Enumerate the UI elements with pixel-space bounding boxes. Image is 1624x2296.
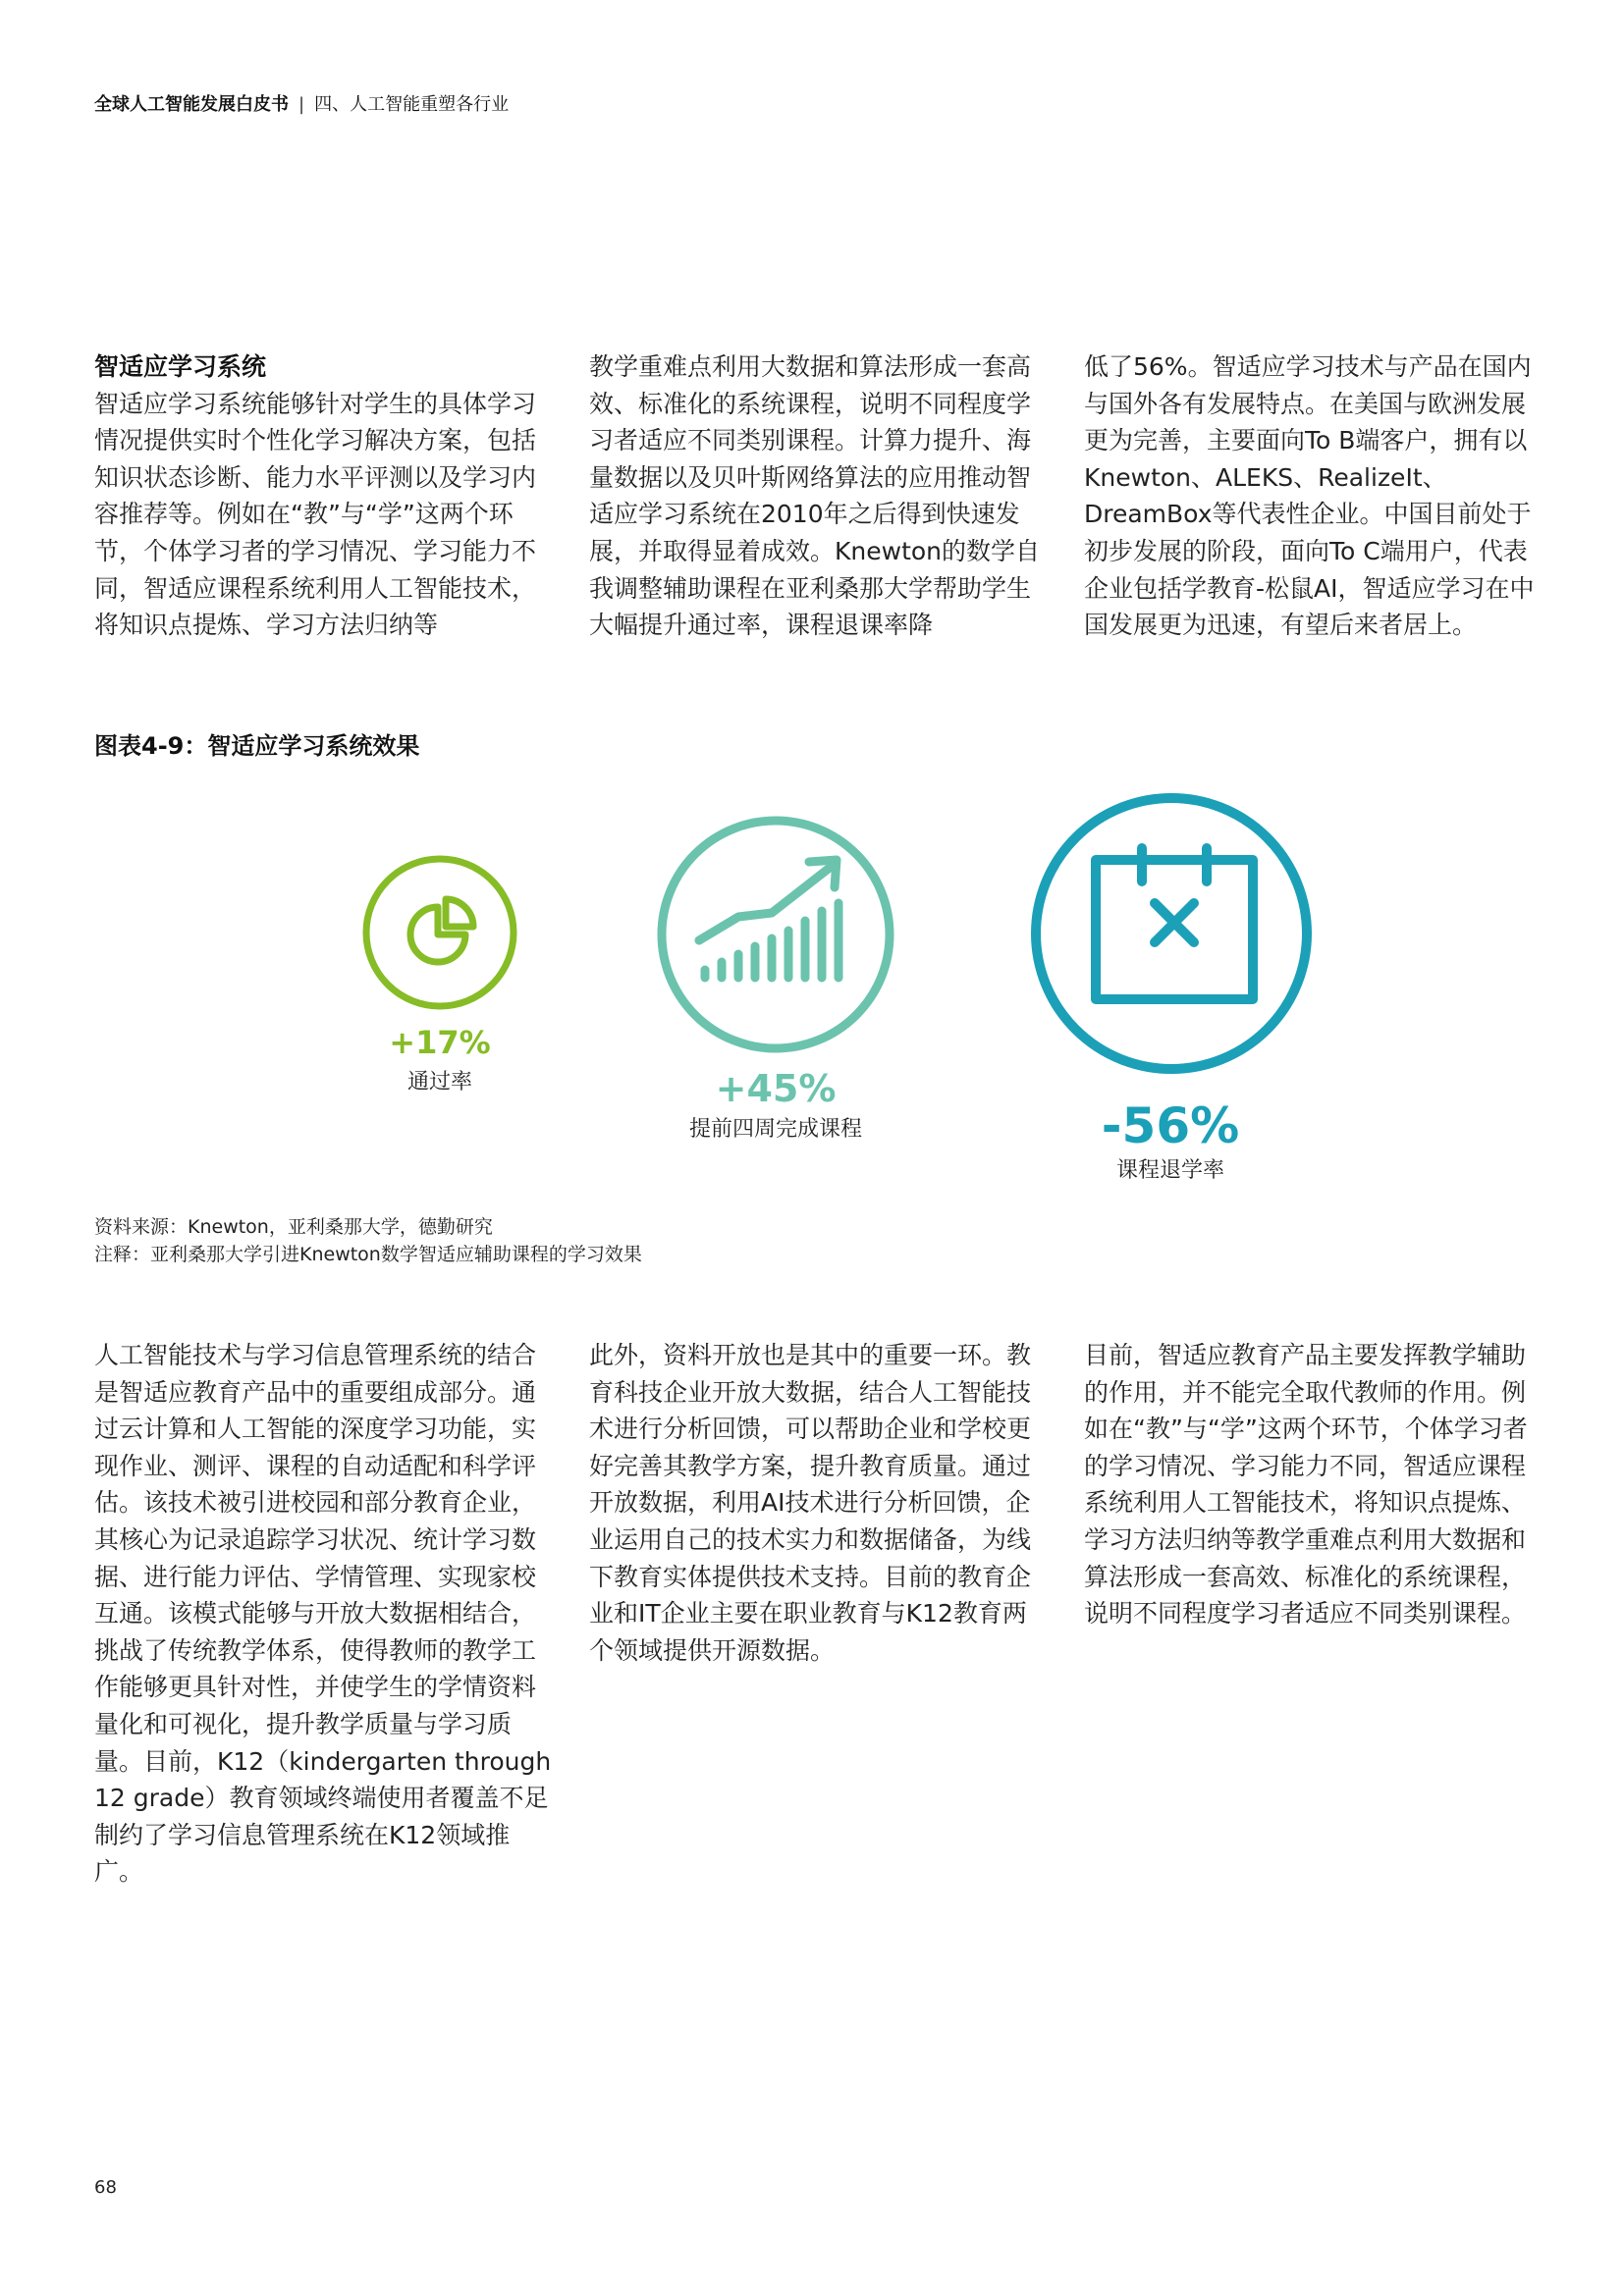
- stat-value-dropout-rate: -56%: [1101, 1097, 1240, 1154]
- source-note: 资料来源：Knewton，亚利桑那大学，德勤研究: [94, 1216, 493, 1238]
- top-column-1: [94, 348, 556, 644]
- growth-chart-icon: [656, 815, 895, 1054]
- calendar-cancel-icon: [1029, 791, 1314, 1076]
- figure-title: 图表4-9：智适应学习系统效果: [94, 732, 420, 760]
- bottom-column-1-text: 人工智能技术与学习信息管理系统的结合是智适应教育产品中的重要组成部分。通过云计算和人工智能的深度学习功能，实现作业、测评、课程的自动适配和科学评估。该技术被引进校园和部分教育企业，其核心为记录追踪学习状况、统计学习数据、进行能力评估、学情管理、实现家校互通。该模式能够与开放大数据相结合，挑战了传统教学体系，使得教师的教学工作能够更具针对性，并使学生的学情资料量化和可视化，提升教学质量与学习质量。目前，K12（kindergarten through 12 grade）教育领域终端使用者覆盖不足制约了学习信息管理系统在K12领域推广。: [94, 1341, 552, 1887]
- bottom-column-3-text: 目前，智适应教育产品主要发挥教学辅助的作用，并不能完全取代教师的作用。例如在“教”与“学”这两个环节，个体学习者的学习情况、学习能力不同，智适应课程系统利用人工智能技术，将知识点提炼、学习方法归纳等教学重难点利用大数据和算法形成一套高效、标准化的系统课程，说明不同程度学习者适应不同类别课程。: [1084, 1341, 1528, 1629]
- running-header: [94, 90, 509, 120]
- bottom-column-3: [1084, 1337, 1545, 1632]
- top-column-3: [1084, 348, 1545, 644]
- bottom-column-2: [589, 1337, 1051, 1669]
- top-column-2-text: 教学重难点利用大数据和算法形成一套高效、标准化的系统课程，说明不同程度学习者适应不同类别课程。计算力提升、海量数据以及贝叶斯网络算法的应用推动智适应学习系统在2010年之后得到快速发展，并取得显着成效。Knewton的数学自我调整辅助课程在亚利桑那大学帮助学生大幅提升通过率，课程退课率降: [589, 352, 1041, 640]
- stat-label-dropout-rate: 课程退学率: [1115, 1158, 1225, 1183]
- stat-value-finish-early: +45%: [715, 1067, 837, 1110]
- annotation-note: 注释：亚利桑那大学引进Knewton数学智适应辅助课程的学习效果: [94, 1244, 642, 1265]
- stat-label-finish-early: 提前四周完成课程: [688, 1117, 863, 1142]
- top-column-2: [589, 348, 1051, 644]
- header-separator: |: [298, 94, 305, 115]
- top-column-1-text: 智适应学习系统能够针对学生的具体学习情况提供实时个性化学习解决方案，包括知识状态诊断、能力水平评测以及学习内容推荐等。例如在“教”与“学”这两个环节，个体学习者的学习情况、学习能力不同，智适应课程系统利用人工智能技术，将知识点提炼、学习方法归纳等: [94, 389, 537, 640]
- stat-value-pass-rate: +17%: [389, 1024, 491, 1061]
- bottom-column-1: [94, 1337, 556, 1891]
- figure-notes: [94, 1213, 642, 1268]
- page-number: 68: [94, 2177, 117, 2198]
- stat-label-pass-rate: 通过率: [406, 1070, 473, 1095]
- chapter-title: 四、人工智能重塑各行业: [314, 94, 510, 115]
- pie-chart-icon: [361, 854, 518, 1011]
- document-title: 全球人工智能发展白皮书: [94, 94, 289, 115]
- bottom-column-2-text: 此外，资料开放也是其中的重要一环。教育科技企业开放大数据，结合人工智能技术进行分析回馈，可以帮助企业和学校更好完善其教学方案，提升教育质量。通过开放数据，利用AI技术进行分析回馈，企业运用自己的技术实力和数据储备，为线下教育实体提供技术支持。目前的教育企业和IT企业主要在职业教育与K12教育两个领域提供开源数据。: [589, 1341, 1032, 1665]
- top-column-3-text: 低了56%。智适应学习技术与产品在国内与国外各有发展特点。在美国与欧洲发展更为完善，主要面向To B端客户，拥有以Knewton、ALEKS、RealizeIt、DreamBox等代表性企业。中国目前处于初步发展的阶段，面向To C端用户，代表企业包括学教育-松鼠AI，智适应学习在中国发展更为迅速，有望后来者居上。: [1084, 352, 1535, 640]
- section-title: 智适应学习系统: [94, 352, 267, 381]
